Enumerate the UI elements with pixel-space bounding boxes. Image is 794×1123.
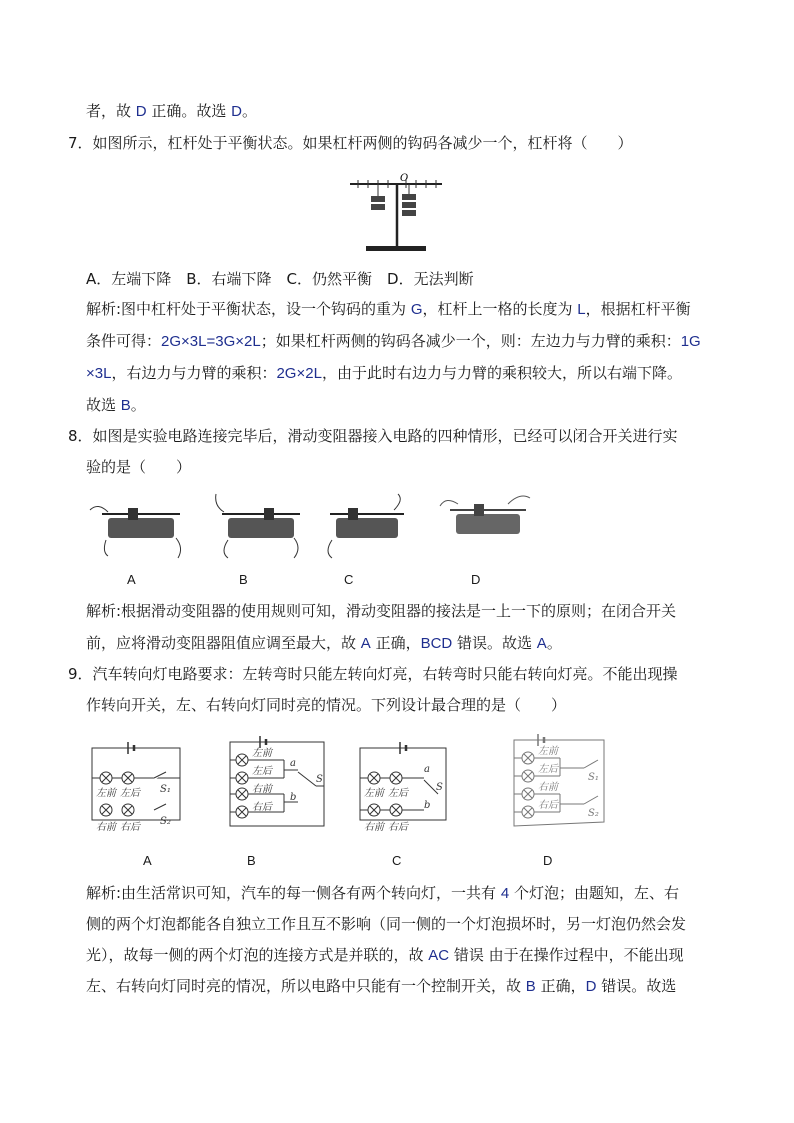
circuit-c: [360, 742, 446, 820]
q8-label-c: C: [344, 572, 354, 587]
lamp-label: 右前: [364, 822, 384, 833]
q7-analysis-line-2: 条件可得：2G×3L=3G×2L；如果杠杆两侧的钩码各减少一个，则：左边力与力臂的乘积：1G: [86, 332, 701, 350]
q8-stem-line-2: 验的是（ ）: [86, 458, 192, 476]
q9-stem-line-2: 作转向开关，左、右转向灯同时亮的情况。下列设计最合理的是（ ）: [86, 696, 567, 714]
lamp-label: 右前: [252, 784, 272, 795]
q8-stem-line-1: 8．如图是实验电路连接完毕后，滑动变阻器接入电路的四种情形，已经可以闭合开关进行实: [68, 427, 678, 445]
switch-label: S₂: [588, 808, 599, 819]
q8-label-d: D: [471, 572, 481, 587]
q9-label-c: C: [392, 853, 402, 868]
prev-answer-tail: 者，故 D 正确。故选 D。: [86, 102, 258, 120]
lamp-label: 左后: [388, 788, 408, 799]
q8-analysis-line-1: 解析:根据滑动变阻器的使用规则可知，滑动变阻器的接法是一上一下的原则；在闭合开关: [86, 602, 677, 620]
contact-label: a: [290, 758, 296, 769]
lamp-label: 右后: [388, 822, 408, 833]
lamp-label: 右后: [252, 802, 272, 813]
rheostat-c: [328, 494, 404, 558]
lamp-label: 左后: [252, 766, 272, 777]
circuit-a: [92, 742, 180, 820]
lamp-label: 右前: [96, 822, 116, 833]
contact-label: a: [424, 764, 430, 775]
q9-analysis-line-2: 侧的两个灯泡都能各自独立工作且互不影响（同一侧的一个灯泡损坏时，另一灯泡仍然会发: [86, 915, 687, 933]
q7-analysis-line-4: 故选 B。: [86, 396, 146, 414]
q7-analysis-line-1: 解析:图中杠杆处于平衡状态，设一个钩码的重为 G，杠杆上一格的长度为 L，根据杠杆平衡: [86, 300, 691, 318]
q9-analysis-line-3: 光），故每一侧的两个灯泡的连接方式是并联的，故 AC 错误 由于在操作过程中，不能出现: [86, 946, 684, 964]
q7-options: A．左端下降 B．右端下降 C．仍然平衡 D．无法判断: [86, 270, 474, 288]
lamp-label: 左前: [252, 748, 272, 759]
rheostat-a: [90, 506, 181, 558]
lamp-label: 左前: [96, 788, 116, 799]
lamp-label: 右后: [538, 800, 558, 811]
q9-label-a: A: [143, 853, 152, 868]
q8-label-a: A: [127, 572, 136, 587]
lamp-label: 左后: [538, 764, 558, 775]
contact-label: b: [290, 792, 297, 803]
lamp-label: 右后: [120, 822, 140, 833]
lamp-label: 左前: [538, 746, 558, 757]
q7-stem: 7．如图所示，杠杆处于平衡状态。如果杠杆两侧的钩码各减少一个，杠杆将（ ）: [68, 134, 633, 152]
lamp-label: 左前: [364, 788, 384, 799]
pivot-label: O: [400, 173, 409, 184]
switch-label: S₁: [588, 772, 599, 783]
rheostat-d: [440, 496, 530, 534]
switch-label: S₁: [160, 784, 171, 795]
q9-stem-line-1: 9．汽车转向灯电路要求：左转弯时只能左转向灯亮，右转弯时只能右转向灯亮。不能出现操: [68, 665, 678, 683]
lamp-label: 左后: [120, 788, 140, 799]
contact-label: b: [424, 800, 431, 811]
q9-circuit-figures: [84, 730, 624, 842]
q7-analysis-line-3: ×3L，右边力与力臂的乘积：2G×2L，由于此时右边力与力臂的乘积较大，所以右端下降。: [86, 364, 682, 382]
switch-label: S: [316, 774, 323, 785]
q7-lever-figure: [346, 170, 446, 256]
circuit-b: [230, 736, 324, 826]
q9-label-b: B: [247, 853, 256, 868]
q9-analysis-line-1: 解析:由生活常识可知，汽车的每一侧各有两个转向灯，一共有 4 个灯泡；由题知，左、右: [86, 884, 679, 902]
q8-label-b: B: [239, 572, 248, 587]
switch-label: S₂: [160, 816, 171, 827]
rheostat-b: [216, 494, 300, 558]
switch-label: S: [436, 782, 443, 793]
q8-analysis-line-2: 前，应将滑动变阻器阻值应调至最大，故 A 正确，BCD 错误。故选 A。: [86, 634, 562, 652]
lamp-label: 右前: [538, 782, 558, 793]
q9-label-d: D: [543, 853, 553, 868]
q9-analysis-line-4: 左、右转向灯同时亮的情况，所以电路中只能有一个控制开关，故 B 正确，D 错误。故选: [86, 977, 677, 995]
q8-rheostat-figures: [88, 490, 538, 562]
